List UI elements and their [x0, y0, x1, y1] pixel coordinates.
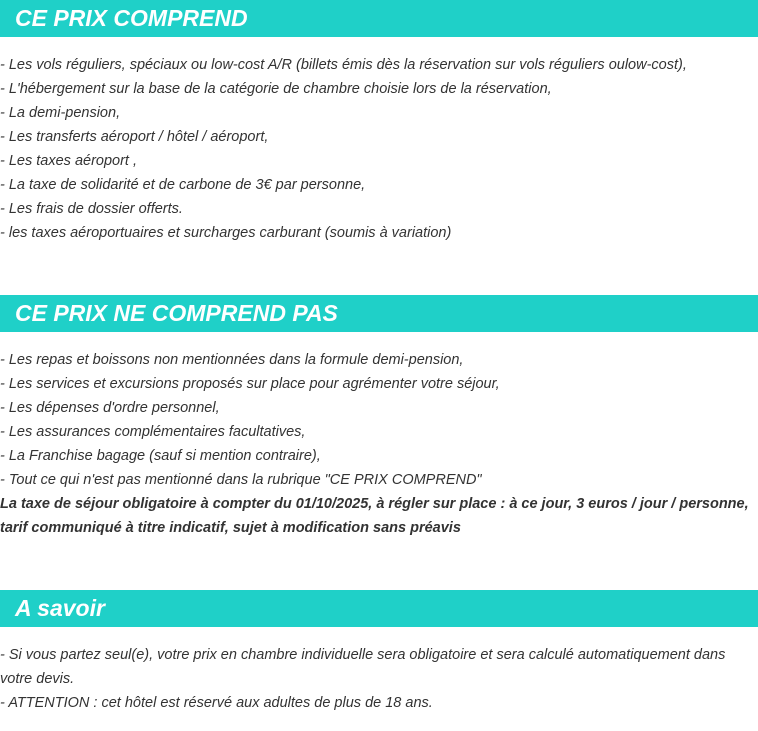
- included-list: [0, 37, 758, 245]
- list-item: - Les repas et boissons non mentionnées dans la formule demi-pension,: [0, 352, 464, 368]
- included-heading: CE PRIX COMPREND: [0, 0, 758, 37]
- list-item: - Si vous partez seul(e), votre prix en chambre individuelle sera obligatoire et sera calculé automatiquement dans votre devis.: [0, 647, 726, 687]
- included-section: [0, 0, 758, 245]
- list-item: - Les assurances complémentaires facultatives,: [0, 424, 306, 440]
- list-item: - Les dépenses d'ordre personnel,: [0, 400, 220, 416]
- good-to-know-list: [0, 627, 758, 715]
- list-item: - Les transferts aéroport / hôtel / aéroport,: [0, 129, 269, 145]
- list-item: - Les taxes aéroport ,: [0, 153, 138, 169]
- list-item: - La Franchise bagage (sauf si mention contraire),: [0, 448, 321, 464]
- not-included-section: [0, 295, 758, 540]
- not-included-heading: CE PRIX NE COMPREND PAS: [0, 295, 758, 332]
- list-item: - Les vols réguliers, spéciaux ou low-cost A/R (billets émis dès la réservation sur vols réguliers oulow-cost),: [0, 57, 687, 73]
- good-to-know-section: [0, 590, 758, 715]
- list-item: - La taxe de solidarité et de carbone de 3€ par personne,: [0, 177, 366, 193]
- not-included-list: [0, 332, 758, 540]
- list-item: - Les frais de dossier offerts.: [0, 201, 183, 217]
- list-item: - ATTENTION : cet hôtel est réservé aux adultes de plus de 18 ans.: [0, 695, 433, 711]
- list-item: - La demi-pension,: [0, 105, 121, 121]
- list-item: - L'hébergement sur la base de la catégorie de chambre choisie lors de la réservation,: [0, 81, 552, 97]
- list-item: - les taxes aéroportuaires et surcharges carburant (soumis à variation): [0, 225, 452, 241]
- tourist-tax-note: La taxe de séjour obligatoire à compter du 01/10/2025, à régler sur place : à ce jour, 3 euros / jour / personne, tarif communiqué à titre indicatif, sujet à modification sans préavis: [0, 496, 749, 536]
- list-item: - Les services et excursions proposés sur place pour agrémenter votre séjour,: [0, 376, 500, 392]
- list-item: - Tout ce qui n'est pas mentionné dans la rubrique "CE PRIX COMPREND": [0, 472, 482, 488]
- good-to-know-heading: A savoir: [0, 590, 758, 627]
